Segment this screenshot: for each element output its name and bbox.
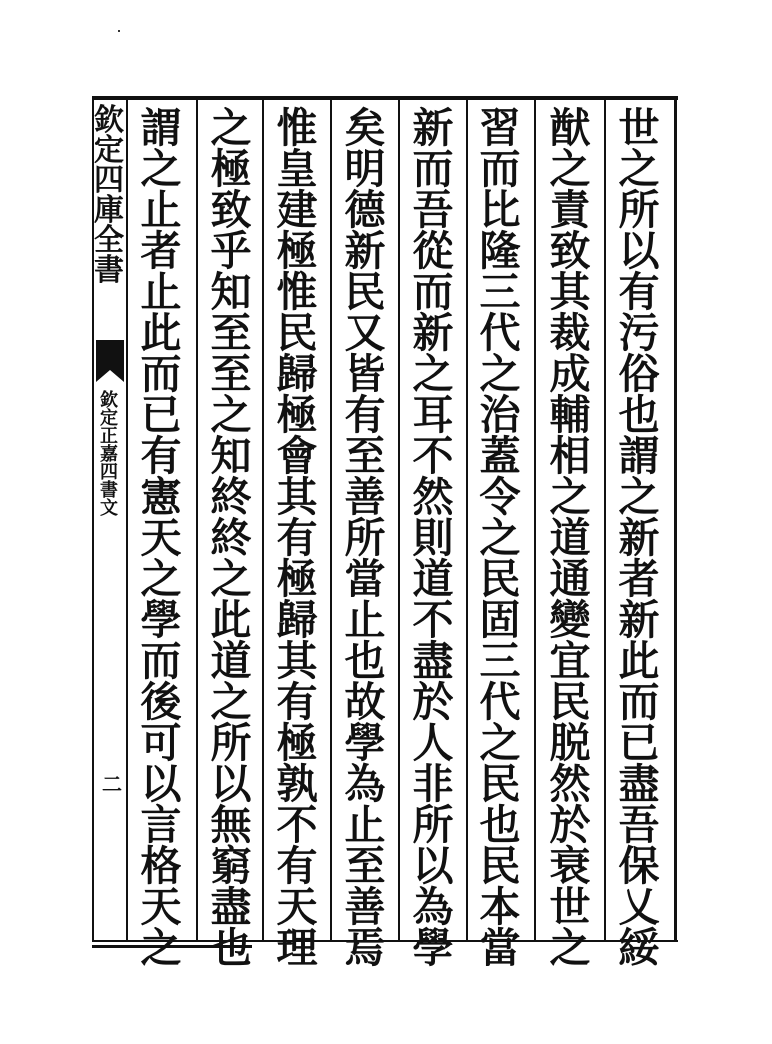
text-char: 盡	[210, 883, 252, 931]
text-char: 脱	[549, 719, 591, 767]
right-border-rule	[674, 96, 677, 942]
text-char: 本	[479, 883, 521, 931]
text-char: 理	[276, 924, 318, 972]
text-char: 止	[344, 596, 386, 644]
text-column-6	[264, 104, 330, 972]
text-char: 於	[412, 678, 454, 726]
text-char: 之	[618, 473, 660, 521]
text-char: 所	[344, 514, 386, 562]
text-char: 人	[412, 719, 454, 767]
text-char: 之	[210, 678, 252, 726]
text-char: 終	[210, 514, 252, 562]
text-char: 固	[479, 596, 521, 644]
text-char: 民	[479, 760, 521, 808]
text-char: 新	[412, 104, 454, 152]
text-char: 輔	[549, 391, 591, 439]
text-char: 通	[549, 555, 591, 603]
text-char: 不	[412, 596, 454, 644]
text-char: 吾	[412, 186, 454, 234]
text-char: 極	[276, 391, 318, 439]
text-char: 可	[140, 719, 182, 767]
text-char: 善	[344, 473, 386, 521]
text-char: 道	[412, 555, 454, 603]
text-char: 當	[344, 555, 386, 603]
text-char: 盡	[412, 637, 454, 685]
text-char: 至	[210, 350, 252, 398]
section-title-char: 定	[100, 408, 118, 429]
text-char: 無	[210, 801, 252, 849]
text-char: 宜	[549, 637, 591, 685]
text-char: 善	[344, 883, 386, 931]
text-char: 所	[210, 719, 252, 767]
text-char: 者	[618, 555, 660, 603]
text-char: 道	[549, 514, 591, 562]
text-char: 之	[140, 145, 182, 193]
text-column-4	[400, 104, 466, 972]
text-char: 已	[618, 719, 660, 767]
text-char: 責	[549, 186, 591, 234]
text-char: 以	[210, 760, 252, 808]
text-char: 以	[412, 842, 454, 890]
text-char: 謂	[140, 104, 182, 152]
section-title-char: 四	[100, 462, 118, 483]
text-char: 乎	[210, 227, 252, 275]
text-char: 也	[210, 924, 252, 972]
text-char: 三	[479, 268, 521, 316]
text-char: 有	[344, 391, 386, 439]
text-char: 至	[210, 309, 252, 357]
text-column-2	[537, 104, 603, 972]
text-char: 之	[549, 145, 591, 193]
text-char: 有	[276, 514, 318, 562]
text-char: 猷	[549, 104, 591, 152]
text-char: 天	[140, 514, 182, 562]
text-char: 焉	[344, 924, 386, 972]
text-char: 致	[549, 227, 591, 275]
text-char: 成	[549, 350, 591, 398]
text-char: 之	[618, 145, 660, 193]
text-char: 之	[140, 924, 182, 972]
text-char: 已	[140, 391, 182, 439]
text-char: 然	[412, 473, 454, 521]
text-char: 此	[140, 309, 182, 357]
section-title	[92, 392, 126, 518]
text-char: 孰	[276, 760, 318, 808]
text-char: 惟	[276, 104, 318, 152]
text-char: 耳	[412, 391, 454, 439]
text-char: 其	[276, 473, 318, 521]
book-title-char: 全	[94, 223, 124, 258]
column-separator	[534, 96, 536, 942]
text-char: 而	[479, 145, 521, 193]
text-char: 保	[618, 842, 660, 890]
text-char: 學	[412, 924, 454, 972]
book-title-char: 欽	[94, 103, 124, 138]
section-title-char: 書	[100, 480, 118, 501]
text-char: 之	[210, 555, 252, 603]
text-char: 止	[344, 801, 386, 849]
text-char: 之	[479, 514, 521, 562]
text-char: 故	[344, 678, 386, 726]
text-char: 而	[412, 268, 454, 316]
text-char: 止	[140, 268, 182, 316]
text-char: 極	[276, 719, 318, 767]
text-char: 之	[549, 473, 591, 521]
text-char: 至	[344, 432, 386, 480]
top-border-rule	[92, 96, 678, 100]
text-char: 此	[618, 637, 660, 685]
page-number: 二	[102, 772, 122, 796]
text-char: 盡	[618, 760, 660, 808]
text-char: 代	[479, 309, 521, 357]
text-char: 極	[276, 227, 318, 275]
book-title-char: 定	[94, 133, 124, 168]
text-column-8	[128, 104, 194, 972]
book-title-char: 四	[94, 163, 124, 198]
text-char: 吾	[618, 801, 660, 849]
section-title-char: 嘉	[100, 444, 118, 465]
text-char: 止	[140, 186, 182, 234]
text-char: 裁	[549, 309, 591, 357]
text-char: 之	[412, 350, 454, 398]
text-char: 新	[618, 596, 660, 644]
section-title-char: 文	[100, 498, 118, 519]
text-char: 也	[344, 637, 386, 685]
text-char: 天	[140, 883, 182, 931]
text-char: 者	[140, 227, 182, 275]
text-char: 終	[210, 473, 252, 521]
text-char: 而	[618, 678, 660, 726]
text-char: 污	[618, 309, 660, 357]
text-char: 皆	[344, 350, 386, 398]
text-char: 之	[210, 391, 252, 439]
text-char: 於	[549, 801, 591, 849]
text-char: 不	[412, 432, 454, 480]
text-char: 而	[140, 637, 182, 685]
text-char: 民	[549, 678, 591, 726]
text-char: 此	[210, 596, 252, 644]
text-char: 皇	[276, 145, 318, 193]
text-char: 民	[479, 842, 521, 890]
text-char: 其	[549, 268, 591, 316]
text-char: 新	[618, 514, 660, 562]
text-char: 謂	[618, 432, 660, 480]
text-char: 憲	[140, 473, 182, 521]
text-char: 為	[344, 760, 386, 808]
text-char: 明	[344, 145, 386, 193]
text-char: 不	[276, 801, 318, 849]
text-char: 則	[412, 514, 454, 562]
text-char: 三	[479, 637, 521, 685]
text-char: 也	[479, 801, 521, 849]
text-char: 隆	[479, 227, 521, 275]
text-char: 歸	[276, 596, 318, 644]
text-char: 後	[140, 678, 182, 726]
text-char: 民	[276, 309, 318, 357]
text-char: 新	[344, 227, 386, 275]
text-char: 之	[479, 719, 521, 767]
text-char: 綏	[618, 924, 660, 972]
text-char: 之	[549, 924, 591, 972]
text-char: 有	[276, 678, 318, 726]
text-char: 俗	[618, 350, 660, 398]
fish-tail-mark	[96, 340, 124, 382]
text-char: 相	[549, 432, 591, 480]
text-column-7	[198, 104, 264, 972]
text-char: 至	[344, 842, 386, 890]
text-char: 新	[412, 309, 454, 357]
text-char: 治	[479, 391, 521, 439]
text-char: 從	[412, 227, 454, 275]
text-char: 言	[140, 801, 182, 849]
text-char: 蓋	[479, 432, 521, 480]
text-char: 民	[344, 268, 386, 316]
text-char: 致	[210, 186, 252, 234]
text-char: 有	[618, 268, 660, 316]
text-column-1	[606, 104, 672, 972]
text-char: 習	[479, 104, 521, 152]
text-char: 以	[618, 227, 660, 275]
text-char: 學	[140, 596, 182, 644]
text-char: 極	[210, 145, 252, 193]
text-char: 衰	[549, 842, 591, 890]
text-char: 世	[618, 104, 660, 152]
ink-speck	[118, 30, 120, 32]
text-column-3	[467, 104, 533, 972]
text-char: 所	[618, 186, 660, 234]
text-char: 有	[276, 842, 318, 890]
text-char: 非	[412, 760, 454, 808]
text-char: 比	[479, 186, 521, 234]
text-char: 惟	[276, 268, 318, 316]
text-char: 道	[210, 637, 252, 685]
text-char: 以	[140, 760, 182, 808]
text-char: 令	[479, 473, 521, 521]
text-char: 而	[140, 350, 182, 398]
book-title	[92, 103, 126, 288]
text-char: 知	[210, 432, 252, 480]
text-char: 民	[479, 555, 521, 603]
text-char: 矣	[344, 104, 386, 152]
section-title-char: 欽	[100, 390, 118, 411]
text-char: 天	[276, 883, 318, 931]
text-char: 然	[549, 760, 591, 808]
book-title-char: 書	[94, 253, 124, 288]
text-char: 乂	[618, 883, 660, 931]
text-char: 其	[276, 637, 318, 685]
text-char: 變	[549, 596, 591, 644]
text-char: 之	[140, 555, 182, 603]
text-char: 德	[344, 186, 386, 234]
text-char: 有	[140, 432, 182, 480]
text-char: 代	[479, 678, 521, 726]
text-char: 會	[276, 432, 318, 480]
text-char: 所	[412, 801, 454, 849]
text-column-5	[332, 104, 398, 972]
text-char: 而	[412, 145, 454, 193]
text-char: 又	[344, 309, 386, 357]
text-char: 知	[210, 268, 252, 316]
text-char: 建	[276, 186, 318, 234]
text-char: 窮	[210, 842, 252, 890]
section-title-char: 正	[100, 426, 118, 447]
text-char: 格	[140, 842, 182, 890]
text-char: 為	[412, 883, 454, 931]
text-char: 世	[549, 883, 591, 931]
text-char: 也	[618, 391, 660, 439]
text-char: 之	[210, 104, 252, 152]
text-char: 之	[479, 350, 521, 398]
text-char: 學	[344, 719, 386, 767]
text-char: 當	[479, 924, 521, 972]
book-title-char: 庫	[94, 193, 124, 228]
text-char: 極	[276, 555, 318, 603]
text-char: 歸	[276, 350, 318, 398]
